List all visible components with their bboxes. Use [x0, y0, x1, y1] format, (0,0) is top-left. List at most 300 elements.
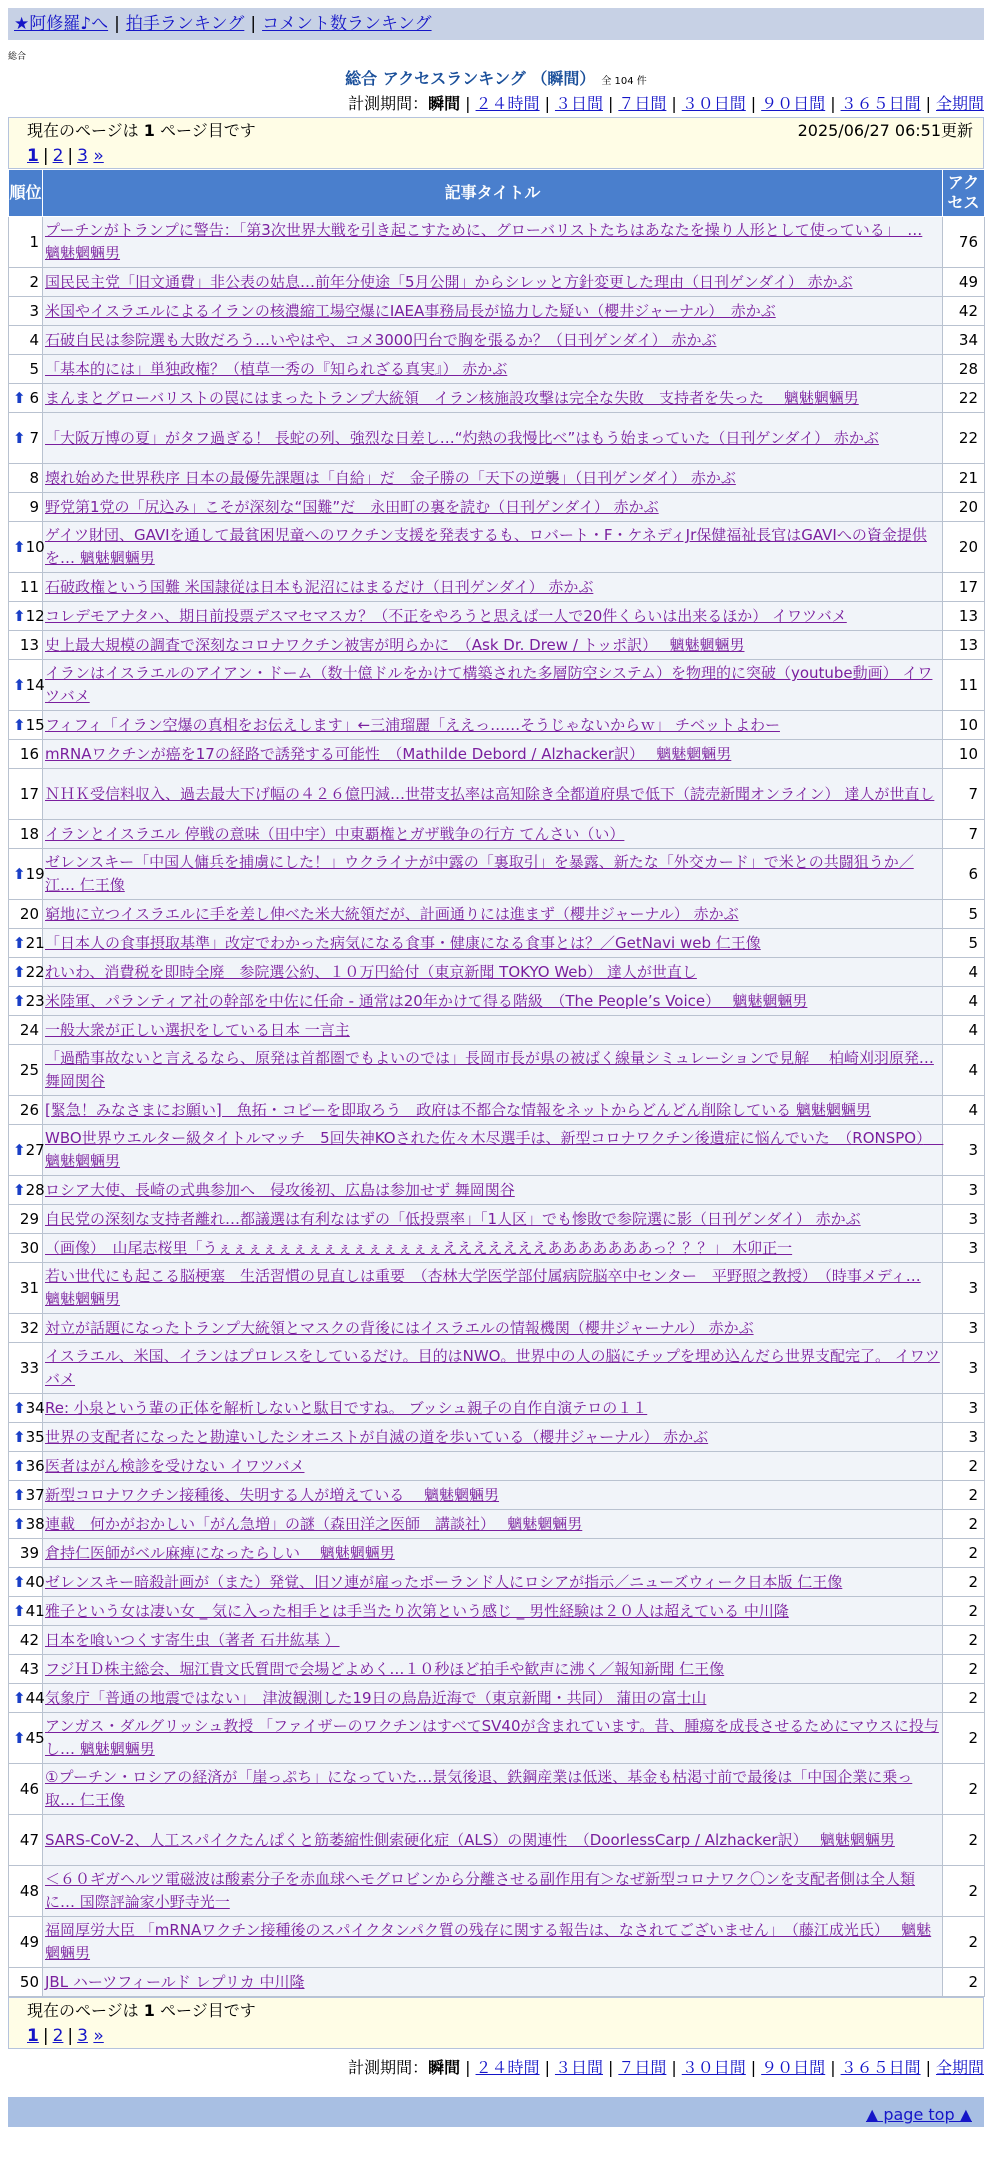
access-count: 17	[943, 573, 985, 602]
table-row	[9, 1713, 985, 1764]
article-link[interactable]: 気象庁「普通の地震ではない」 津波観測した19日の鳥島近海で（東京新聞・共同） 蒲田の富士山	[45, 1688, 707, 1707]
next-page-link[interactable]: »	[93, 146, 104, 166]
article-link[interactable]: [緊急！みなさまにお願い] 魚拓・コピーを即取ろう 政府は不都合な情報をネットからどんどん削除している 魑魅魍魎男	[45, 1100, 871, 1119]
rank-cell	[9, 1314, 43, 1343]
title-cell	[43, 297, 943, 326]
rank-cell	[9, 769, 43, 820]
article-link[interactable]: （画像） 山尾志桜里「うぇぇぇぇぇぇぇぇぇぇぇぇぇぇぇえええええええあああああああっ？？？」 木卯正一	[45, 1238, 793, 1257]
period-active: 瞬間	[428, 94, 461, 113]
ranking-table	[8, 169, 985, 1997]
rank-number: 35	[25, 1427, 45, 1446]
article-link[interactable]: 国民民主党「旧文通費」非公表の姑息…前年分使途「5月公開」からシレッと方針変更した理由（日刊ゲンダイ） 赤かぶ	[45, 272, 853, 291]
table-row	[9, 1539, 985, 1568]
rank-number: 10	[25, 537, 45, 556]
rank-cell	[9, 1481, 43, 1510]
rank-number: 36	[25, 1456, 45, 1475]
table-row	[9, 1510, 985, 1539]
title-cell	[43, 1539, 943, 1568]
article-link[interactable]: WBO世界ウエルター級タイトルマッチ 5回失神KOされた佐々木尽選手は、新型コロナワクチン後遺症に悩んでいた （RONSPO） 魑魅魍魎男	[45, 1129, 944, 1170]
table-row	[9, 297, 985, 326]
current-page-text: 現在のページは 1 ページ目です	[27, 121, 256, 140]
article-link[interactable]: 野党第1党の「尻込み」こそが深刻な“国難”だ 永田町の裏を読む（日刊ゲンダイ） 赤かぶ	[45, 497, 659, 516]
article-link[interactable]: 世界の支配者になったと勘違いしたシオニストが自滅の道を歩いている（櫻井ジャーナル） 赤かぶ	[45, 1427, 709, 1446]
rank-number: 29	[19, 1209, 39, 1228]
period-separator: |	[830, 94, 836, 113]
access-count: 7	[943, 820, 985, 849]
table-row	[9, 987, 985, 1016]
rank-number: 25	[19, 1060, 39, 1079]
period-separator: |	[465, 94, 471, 113]
up-arrow-icon: ⬆	[13, 1485, 26, 1504]
count-header: アクセス	[943, 170, 985, 217]
article-link[interactable]: ①プーチン・ロシアの経済が「崖っぷち」になっていた…景気後退、鉄鋼産業は低迷、基金も枯渇寸前で最後は「中国企業に乗っ取… 仁王像	[45, 1768, 913, 1809]
article-link[interactable]: ＜６０ギガヘルツ電磁波は酸素分子を赤血球ヘモグロビンから分離させる副作用有＞なぜ新型コロナワク〇ンを支配者側は全人類に… 国際評論家小野寺光一	[45, 1870, 916, 1911]
rank-cell	[9, 1423, 43, 1452]
title-cell	[43, 1096, 943, 1125]
table-row	[9, 1343, 985, 1394]
rank-number: 20	[19, 904, 39, 923]
rank-number: 21	[25, 933, 45, 952]
access-count: 5	[943, 929, 985, 958]
access-count: 4	[943, 1016, 985, 1045]
rank-cell	[9, 1510, 43, 1539]
access-count: 28	[943, 355, 985, 384]
access-count: 2	[943, 1597, 985, 1626]
rank-number: 43	[19, 1659, 39, 1678]
up-arrow-icon: ⬆	[13, 1398, 26, 1417]
page-title	[8, 67, 984, 91]
title-cell	[43, 1866, 943, 1917]
article-link[interactable]: イランはイスラエルのアイアン・ドーム（数十億ドルをかけて構築された多層防空システム）を物理的に突破（youtube動画） イワツバメ	[45, 664, 933, 705]
article-link[interactable]: イスラエル、米国、イランはプロレスをしているだけ。目的はNWO。世界中の人の脳にチップを埋め込んだら世界支配完了。 イワツバメ	[45, 1347, 940, 1388]
title-cell	[43, 1045, 943, 1096]
article-link[interactable]: 石破政権という国難 米国隷従は日本も泥沼にはまるだけ（日刊ゲンダイ） 赤かぶ	[45, 577, 594, 596]
up-arrow-icon: ⬆	[13, 864, 26, 883]
table-row	[9, 820, 985, 849]
title-cell	[43, 355, 943, 384]
ranking-body	[9, 217, 985, 1997]
title-cell	[43, 413, 943, 464]
table-row	[9, 1866, 985, 1917]
rank-cell	[9, 958, 43, 987]
access-count: 49	[943, 268, 985, 297]
rank-cell	[9, 1394, 43, 1423]
period-separator: |	[925, 2058, 931, 2077]
article-link[interactable]: 倉持仁医師がベル麻痺になったらしい 魑魅魍魎男	[45, 1543, 395, 1562]
period-link[interactable]: 全期間	[935, 2058, 984, 2077]
rank-number: 6	[29, 388, 39, 407]
rank-cell	[9, 413, 43, 464]
period-link[interactable]: ７日間	[618, 2058, 667, 2077]
table-row	[9, 1096, 985, 1125]
article-link[interactable]: プーチンがトランプに警告：「第3次世界大戦を引き起こすために、グローバリストたちはあなたを操り人形として使っている」 … 魑魅魍魎男	[45, 221, 923, 262]
period-separator: |	[750, 94, 757, 113]
rank-cell	[9, 1684, 43, 1713]
article-link[interactable]: まんまとグローバリストの罠にはまったトランプ大統領 イラン核施設攻撃は完全な失敗 支持者を失った 魑魅魍魎男	[45, 388, 859, 407]
rank-cell	[9, 464, 43, 493]
rank-cell	[9, 1263, 43, 1314]
up-arrow-icon: ⬆	[13, 1456, 26, 1475]
period-link[interactable]: ２４時間	[475, 94, 540, 113]
period-link[interactable]: ３０日間	[681, 94, 746, 113]
access-count: 2	[943, 1539, 985, 1568]
access-count: 4	[943, 958, 985, 987]
pager-separator: |	[67, 146, 74, 166]
article-link[interactable]: SARS-CoV-2、人工スパイクたんぱくと筋萎縮性側索硬化症（ALS）の関連性 （DoorlessCarp / Alzhacker訳） 魑魅魍魎男	[45, 1830, 895, 1849]
access-count: 20	[943, 522, 985, 573]
rank-cell	[9, 1713, 43, 1764]
article-link[interactable]: 米陸軍、パランティア社の幹部を中佐に任命 - 通常は20年かけて得る階級 （The People’s Voice） 魑魅魍魎男	[45, 991, 808, 1010]
title-cell	[43, 1314, 943, 1343]
rank-number: 27	[25, 1140, 45, 1159]
table-row	[9, 849, 985, 900]
access-count: 2	[943, 1655, 985, 1684]
rank-number: 49	[19, 1932, 39, 1951]
rank-number: 38	[25, 1514, 45, 1533]
page-link-1[interactable]: 1	[27, 2026, 39, 2046]
table-row	[9, 1176, 985, 1205]
article-link[interactable]: mRNAワクチンが癌を17の経路で誘発する可能性 （Mathilde Debord / Alzhacker訳） 魑魅魍魎男	[45, 744, 732, 763]
up-arrow-icon: ⬆	[13, 1728, 26, 1747]
table-row	[9, 1815, 985, 1866]
rank-number: 33	[19, 1358, 39, 1377]
rank-cell	[9, 900, 43, 929]
rank-number: 46	[19, 1779, 39, 1798]
access-count: 2	[943, 1481, 985, 1510]
article-link[interactable]: 若い世代にも起こる脳梗塞 生活習慣の見直しは重要 （杏林大学医学部付属病院脳卒中センター 平野照之教授） （時事メディ… 魑魅魍魎男	[45, 1267, 921, 1308]
title-cell	[43, 849, 943, 900]
period-label: 計測期間：	[348, 2058, 429, 2077]
article-link[interactable]: JBL ハーツフィールド レプリカ 中川隆	[45, 1972, 305, 1991]
table-row	[9, 602, 985, 631]
title-cell	[43, 573, 943, 602]
article-link[interactable]: 石破自民は参院選も大敗だろう…いやはや、コメ3000円台で胸を張るか？（日刊ゲンダイ） 赤かぶ	[45, 330, 717, 349]
rank-cell	[9, 1096, 43, 1125]
period-link[interactable]: ７日間	[618, 94, 667, 113]
article-link[interactable]: イランとイスラエル 停戦の意味（田中宇）中東覇権とガザ戦争の行方 てんさい（い）	[45, 824, 625, 843]
title-header: 記事タイトル	[43, 170, 943, 217]
title-cell	[43, 1597, 943, 1626]
page-link-1[interactable]: 1	[27, 146, 39, 166]
table-row	[9, 1655, 985, 1684]
up-arrow-icon: ⬆	[13, 962, 26, 981]
up-arrow-icon: ⬆	[13, 1601, 26, 1620]
access-count: 5	[943, 900, 985, 929]
table-row	[9, 464, 985, 493]
period-link[interactable]: ９０日間	[761, 94, 826, 113]
article-link[interactable]: ロシア大使、長崎の式典参加へ 侵攻後初、広島は参加せず 舞岡関谷	[45, 1180, 515, 1199]
rank-cell	[9, 297, 43, 326]
table-row	[9, 1205, 985, 1234]
page-top-link[interactable]: ▲ page top ▲	[865, 2105, 972, 2124]
access-count: 2	[943, 1568, 985, 1597]
current-page-text: 現在のページは 1 ページ目です	[27, 2001, 256, 2020]
rank-cell	[9, 268, 43, 297]
period-link[interactable]: ２４時間	[475, 2058, 540, 2077]
table-row	[9, 711, 985, 740]
access-count: 7	[943, 769, 985, 820]
rank-cell	[9, 1917, 43, 1968]
title-cell	[43, 1452, 943, 1481]
access-count: 2	[943, 1815, 985, 1866]
rank-number: 4	[29, 330, 39, 349]
title-cell	[43, 740, 943, 769]
rank-cell	[9, 1815, 43, 1866]
rank-cell	[9, 1866, 43, 1917]
table-row	[9, 958, 985, 987]
title-cell	[43, 1205, 943, 1234]
page-link-3[interactable]: 3	[77, 146, 88, 166]
title-cell	[43, 1263, 943, 1314]
period-label: 計測期間：	[348, 94, 429, 113]
access-count: 13	[943, 602, 985, 631]
rank-number: 37	[25, 1485, 45, 1504]
access-count: 2	[943, 1917, 985, 1968]
title-cell	[43, 1234, 943, 1263]
rank-number: 30	[19, 1238, 39, 1257]
table-row	[9, 1125, 985, 1176]
article-link[interactable]: 医者はがん検診を受けない イワツバメ	[45, 1456, 305, 1475]
rank-cell	[9, 1205, 43, 1234]
table-row	[9, 1394, 985, 1423]
article-link[interactable]: 「大阪万博の夏」がタフ過ぎる！ 長蛇の列、強烈な日差し…“灼熱の我慢比べ”はもう始まっていた（日刊ゲンダイ） 赤かぶ	[45, 428, 879, 447]
article-link[interactable]: 対立が話題になったトランプ大統領とマスクの背後にはイスラエルの情報機関（櫻井ジャーナル） 赤かぶ	[45, 1318, 754, 1337]
rank-number: 19	[25, 864, 45, 883]
rank-number: 50	[19, 1972, 39, 1991]
article-link[interactable]: 新型コロナワクチン接種後、失明する人が増えている 魑魅魍魎男	[45, 1485, 500, 1504]
article-link[interactable]: 「基本的には」単独政権？（植草一秀の『知られざる真実』） 赤かぶ	[45, 359, 508, 378]
period-link[interactable]: ３０日間	[681, 2058, 746, 2077]
access-count: 20	[943, 493, 985, 522]
access-count: 2	[943, 1968, 985, 1997]
rank-number: 12	[25, 606, 45, 625]
title-cell	[43, 631, 943, 660]
rank-cell	[9, 1568, 43, 1597]
title-cell	[43, 268, 943, 297]
up-arrow-icon: ⬆	[13, 388, 26, 407]
rank-number: 18	[19, 824, 39, 843]
period-separator: |	[465, 2058, 471, 2077]
up-arrow-icon: ⬆	[13, 537, 26, 556]
article-link[interactable]: 窮地に立つイスラエルに手を差し伸べた米大統領だが、計画通りには進まず（櫻井ジャーナル） 赤かぶ	[45, 904, 739, 923]
rank-cell	[9, 573, 43, 602]
nav-separator: |	[114, 14, 120, 34]
title-cell	[43, 1343, 943, 1394]
rank-number: 34	[25, 1398, 45, 1417]
rank-cell	[9, 1539, 43, 1568]
applause-ranking-link[interactable]: 拍手ランキング	[125, 14, 245, 34]
home-link[interactable]: ★阿修羅♪へ	[14, 14, 109, 34]
table-row	[9, 1314, 985, 1343]
table-header-row	[9, 170, 985, 217]
title-cell	[43, 1917, 943, 1968]
updated-timestamp: 2025/06/27 06:51更新	[797, 121, 973, 140]
rank-number: 15	[25, 715, 45, 734]
title-cell	[43, 1423, 943, 1452]
up-arrow-icon: ⬆	[13, 933, 26, 952]
rank-cell	[9, 1045, 43, 1096]
title-cell	[43, 1713, 943, 1764]
article-link[interactable]: 日本を喰いつくす寄生虫（著者 石井紘基 ）	[45, 1630, 340, 1649]
page-link-3[interactable]: 3	[77, 2026, 88, 2046]
access-count: 76	[943, 217, 985, 268]
title-cell	[43, 1481, 943, 1510]
access-count: 2	[943, 1713, 985, 1764]
rank-number: 44	[25, 1688, 45, 1707]
article-link[interactable]: れいわ、消費税を即時全廃 参院選公約、１０万円給付（東京新聞 TOKYO Web） 達人が世直し	[45, 962, 697, 981]
access-count: 34	[943, 326, 985, 355]
table-row	[9, 268, 985, 297]
article-link[interactable]: ゼレンスキー「中国人傭兵を捕虜にした！」ウクライナが中露の「裏取引」を暴露、新たな「外交カード」で米との共闘狙うか／江… 仁王像	[45, 853, 914, 894]
period-link[interactable]: 全期間	[935, 94, 984, 113]
access-count: 4	[943, 1096, 985, 1125]
rank-cell	[9, 631, 43, 660]
period-separator: |	[925, 94, 931, 113]
period-active: 瞬間	[428, 2058, 461, 2077]
access-count: 3	[943, 1343, 985, 1394]
rank-number: 11	[19, 577, 39, 596]
article-link[interactable]: ゼレンスキー暗殺計画が（また）発覚、旧ソ連が雇ったポーランド人にロシアが指示／ニューズウィーク日本版 仁王像	[45, 1572, 843, 1591]
table-row	[9, 1263, 985, 1314]
rank-number: 7	[29, 428, 39, 447]
table-row	[9, 493, 985, 522]
rank-cell	[9, 1343, 43, 1394]
rank-cell	[9, 1597, 43, 1626]
rank-cell	[9, 326, 43, 355]
table-row	[9, 929, 985, 958]
table-row	[9, 740, 985, 769]
pager-separator: |	[42, 146, 49, 166]
rank-cell	[9, 355, 43, 384]
up-arrow-icon: ⬆	[13, 1514, 26, 1533]
article-link[interactable]: フジＨＤ株主総会、堀江貴文氏質問で会場どよめく…１０秒ほど拍手や歓声に沸く／報知新聞 仁王像	[45, 1659, 725, 1678]
article-link[interactable]: アンガス・ダルグリッシュ教授 「ファイザーのワクチンはすべてSV40が含まれています。昔、腫瘍を成長させるためにマウスに投与し… 魑魅魍魎男	[45, 1717, 939, 1758]
period-separator: |	[750, 2058, 757, 2077]
access-count: 10	[943, 740, 985, 769]
access-count: 4	[943, 1045, 985, 1096]
rank-header: 順位	[9, 170, 43, 217]
article-link[interactable]: 雅子という女は凄い女 _ 気に入った相手とは手当たり次第という感じ _ 男性経験は２０人は超えている 中川隆	[45, 1601, 789, 1620]
period-separator: |	[830, 2058, 836, 2077]
access-count: 22	[943, 413, 985, 464]
article-link[interactable]: 米国やイスラエルによるイランの核濃縮工場空爆にIAEA事務局長が協力した疑い（櫻井ジャーナル） 赤かぶ	[45, 301, 776, 320]
table-row	[9, 384, 985, 413]
rank-cell	[9, 820, 43, 849]
table-row	[9, 1764, 985, 1815]
article-link[interactable]: コレデモアナタハ、期日前投票デスマセマスカ？（不正をやろうと思えば一人で20件くらいは出来るほか） イワツバメ	[45, 606, 847, 625]
article-link[interactable]: ゲイツ財団、GAVIを通して最貧困児童へのワクチン支援を発表するも、ロバート・F・ケネディJr保健福祉長官はGAVIへの資金提供を… 魑魅魍魎男	[45, 526, 927, 567]
period-separator: |	[671, 2058, 677, 2077]
access-count: 3	[943, 1234, 985, 1263]
period-separator: |	[607, 94, 614, 113]
title-cell	[43, 1568, 943, 1597]
access-count: 21	[943, 464, 985, 493]
up-arrow-icon: ⬆	[13, 715, 26, 734]
period-link[interactable]: ３日間	[554, 2058, 603, 2077]
rank-number: 26	[19, 1100, 39, 1119]
table-row	[9, 631, 985, 660]
table-row	[9, 1568, 985, 1597]
rank-cell	[9, 1968, 43, 1997]
period-selector-bottom	[8, 2055, 984, 2081]
rank-cell	[9, 1452, 43, 1481]
title-cell	[43, 1510, 943, 1539]
article-link[interactable]: 自民党の深刻な支持者離れ…都議選は有利なはずの「低投票率」「1人区」でも惨敗で参院選に影（日刊ゲンダイ） 赤かぶ	[45, 1209, 861, 1228]
table-row	[9, 1045, 985, 1096]
page-title-text: 総合 アクセスランキング （瞬間）	[345, 69, 596, 88]
article-link[interactable]: 「日本人の食事摂取基準」改定でわかった病気になる食事・健康になる食事とは？／GetNavi web 仁王像	[45, 933, 761, 952]
access-count: 2	[943, 1510, 985, 1539]
pager-separator: |	[42, 2026, 49, 2046]
article-link[interactable]: ＮＨＫ受信料収入、過去最大下げ幅の４２６億円減…世帯支払率は高知除き全都道府県で低下（読売新聞オンライン） 達人が世直し	[45, 784, 935, 803]
rank-number: 5	[29, 359, 39, 378]
title-cell	[43, 958, 943, 987]
article-link[interactable]: 「過酷事故ないと言えるなら、原発は首都圏でもよいのでは」長岡市長が県の被ばく線量シミュレーションで見解 柏崎刈羽原発… 舞岡関谷	[45, 1049, 934, 1090]
page-link-2[interactable]: 2	[52, 2026, 64, 2046]
article-link[interactable]: Re: 小泉という輩の正体を解析しないと駄目ですね。 ブッシュ親子の自作自演テロの１１	[45, 1398, 648, 1417]
period-link[interactable]: ３６５日間	[840, 2058, 921, 2077]
article-link[interactable]: 壊れ始めた世界秩序 日本の最優先課題は「自給」だ 金子勝の「天下の逆襲」（日刊ゲンダイ） 赤かぶ	[45, 468, 736, 487]
access-count: 3	[943, 1125, 985, 1176]
period-link[interactable]: ３日間	[554, 94, 603, 113]
title-cell	[43, 769, 943, 820]
title-cell	[43, 1626, 943, 1655]
article-link[interactable]: 連載 何かがおかしい「がん急増」の謎（森田洋之医師 講談社） 魑魅魍魎男	[45, 1514, 583, 1533]
rank-number: 16	[19, 744, 39, 763]
rank-number: 13	[19, 635, 39, 654]
comment-ranking-link[interactable]: コメント数ランキング	[262, 14, 432, 34]
rank-cell	[9, 849, 43, 900]
rank-number: 17	[19, 784, 39, 803]
table-row	[9, 900, 985, 929]
access-count: 2	[943, 1764, 985, 1815]
title-cell	[43, 1968, 943, 1997]
article-link[interactable]: フィフィ「イラン空爆の真相をお伝えします」←三浦瑠麗「ええっ……そうじゃないからｗ」 チベットよわー	[45, 715, 780, 734]
rank-number: 3	[29, 301, 39, 320]
article-link[interactable]: 福岡厚労大臣 「mRNAワクチン接種後のスパイクタンパク質の残存に関する報告は、なされてございません」 （藤江成光氏） 魑魅魍魎男	[45, 1921, 932, 1962]
title-cell	[43, 326, 943, 355]
up-arrow-icon: ⬆	[13, 1572, 26, 1591]
rank-number: 39	[19, 1543, 39, 1562]
rank-cell	[9, 1655, 43, 1684]
access-count: 11	[943, 660, 985, 711]
rank-number: 31	[19, 1278, 39, 1297]
rank-cell	[9, 1234, 43, 1263]
access-count: 3	[943, 1423, 985, 1452]
article-link[interactable]: 一般大衆が正しい選択をしている日本 一言主	[45, 1020, 350, 1039]
access-count: 2	[943, 1684, 985, 1713]
rank-number: 32	[19, 1318, 39, 1337]
table-row	[9, 1234, 985, 1263]
access-count: 6	[943, 849, 985, 900]
next-page-link[interactable]: »	[93, 2026, 104, 2046]
period-link[interactable]: ３６５日間	[840, 94, 921, 113]
up-arrow-icon: ⬆	[13, 1140, 26, 1159]
table-row	[9, 769, 985, 820]
title-cell	[43, 1176, 943, 1205]
rank-number: 14	[25, 675, 45, 694]
period-link[interactable]: ９０日間	[761, 2058, 826, 2077]
article-link[interactable]: 史上最大規模の調査で深刻なコロナワクチン被害が明らかに （Ask Dr. Drew / トッポ訳） 魑魅魍魎男	[45, 635, 745, 654]
page-link-2[interactable]: 2	[52, 146, 64, 166]
title-cell	[43, 493, 943, 522]
title-cell	[43, 1394, 943, 1423]
access-count: 3	[943, 1205, 985, 1234]
title-cell	[43, 1016, 943, 1045]
up-arrow-icon: ⬆	[13, 1180, 26, 1199]
rank-cell	[9, 711, 43, 740]
title-cell	[43, 384, 943, 413]
